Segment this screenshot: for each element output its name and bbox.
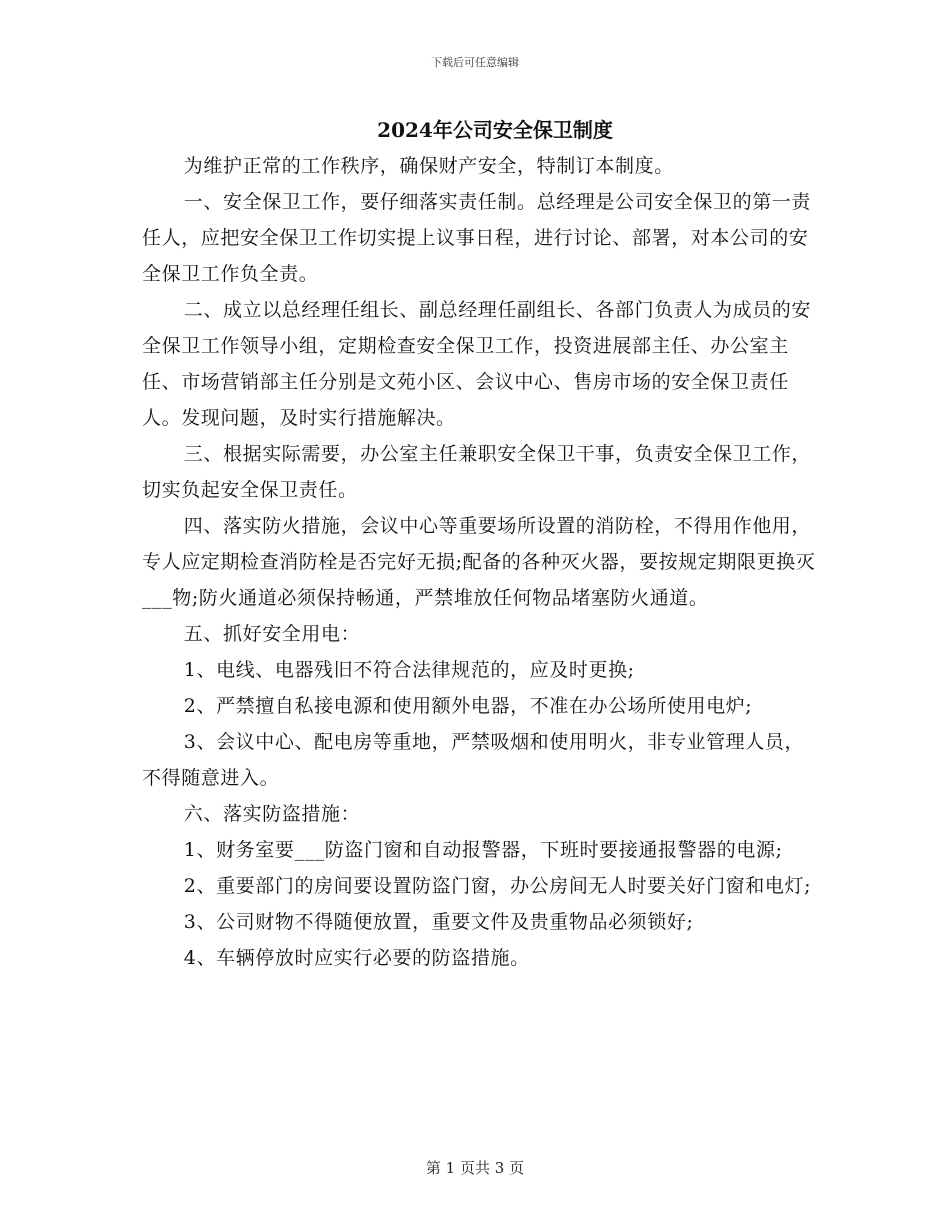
document-title: 2024年公司安全保卫制度 <box>377 118 613 142</box>
paragraph-3: 三、根据实际需要，办公室主任兼职安全保卫干事，负责安全保卫工作，切实负起安全保卫责任。 <box>142 443 811 501</box>
paragraph-6-item-2: 2、重要部门的房间要设置防盗门窗，办公房间无人时要关好门窗和电灯; <box>183 875 812 897</box>
paragraph-intro: 为维护正常的工作秩序，确保财产安全，特制订本制度。 <box>183 155 674 177</box>
paragraph-6-item-1: 1、财务室要___防盗门窗和自动报警器，下班时要接通报警器的电源; <box>183 839 783 861</box>
paragraph-6-heading: 六、落实防盗措施： <box>183 803 361 825</box>
paragraph-4: 四、落实防火措施，会议中心等重要场所设置的消防栓，不得用作他用，专人应定期检查消防栓是否完好无损;配备的各种灭火器，要按规定期限更换灭___物;防火通道必须保持畅通，严禁堆放任何物品堵塞防火通道。 <box>142 515 816 609</box>
paragraph-5-item-2: 2、严禁擅自私接电源和使用额外电器，不准在办公场所使用电炉; <box>183 695 753 717</box>
header-note: 下载后可任意编辑 <box>431 56 519 69</box>
paragraph-6-item-4: 4、车辆停放时应实行必要的防盗措施。 <box>183 947 530 969</box>
paragraph-6-item-3: 3、公司财物不得随便放置，重要文件及贵重物品必须锁好; <box>183 911 694 933</box>
paragraph-5-item-1: 1、电线、电器残旧不符合法律规范的，应及时更换; <box>183 659 635 681</box>
document-body <box>142 148 822 976</box>
page-number: 第 1 页共 3 页 <box>425 1159 525 1177</box>
paragraph-2: 二、成立以总经理任组长、副总经理任副组长、各部门负责人为成员的安全保卫工作领导小组，定期检查安全保卫工作，投资进展部主任、办公室主任、市场营销部主任分别是文苑小区、会议中心、售房市场的安全保卫责任人。发现问题，及时实行措施解决。 <box>142 299 811 429</box>
paragraph-5-item-3: 3、会议中心、配电房等重地，严禁吸烟和使用明火，非专业管理人员，不得随意进入。 <box>142 731 805 789</box>
paragraph-5-heading: 五、抓好安全用电： <box>183 623 361 645</box>
paragraph-1: 一、安全保卫工作，要仔细落实责任制。总经理是公司安全保卫的第一责任人，应把安全保卫工作切实提上议事日程，进行讨论、部署，对本公司的安全保卫工作负全责。 <box>142 191 811 285</box>
